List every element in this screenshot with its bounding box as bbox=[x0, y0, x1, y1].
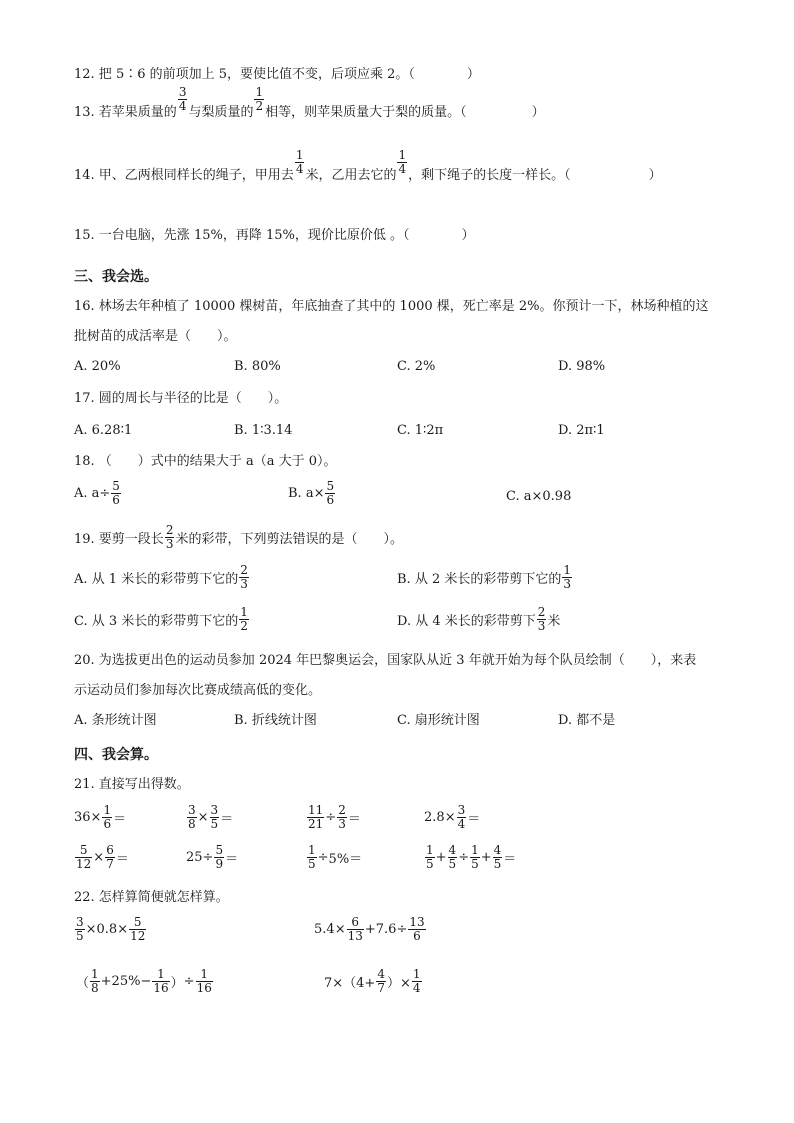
fraction: $\frac{6}{7}$ bbox=[106, 843, 114, 871]
times-sign: × bbox=[93, 850, 105, 865]
times-sign: × bbox=[444, 810, 456, 825]
fraction: $\frac{6}{13}$ bbox=[347, 915, 363, 943]
q16-option-a: A. 20% bbox=[74, 359, 121, 374]
minus-sign: − bbox=[140, 974, 152, 989]
q18-option-c: C. a×0.98 bbox=[506, 489, 572, 504]
fraction: $\frac{1}{4}$ bbox=[398, 148, 407, 176]
q16-option-b: B. 80% bbox=[234, 359, 281, 374]
calc-item bbox=[74, 844, 129, 871]
fraction: $\frac{1}{2}$ bbox=[255, 85, 264, 113]
section-4-heading: 四、我会算。 bbox=[74, 747, 158, 763]
calc-item bbox=[424, 844, 516, 871]
equals-sign: ＝ bbox=[220, 812, 234, 827]
fraction: $\frac{11}{21}$ bbox=[308, 803, 324, 831]
divide-sign: ÷ bbox=[325, 810, 337, 825]
q19-b-label: B. 从 2 米长的彩带剪下它的 bbox=[397, 572, 562, 587]
calc-item bbox=[74, 804, 126, 831]
calc-item bbox=[306, 844, 362, 871]
calc-operator: +7.6÷ bbox=[364, 922, 408, 937]
fraction: $\frac{5}{6}$ bbox=[112, 479, 120, 507]
calc-item bbox=[306, 804, 361, 831]
calc-item bbox=[76, 968, 214, 995]
calc-operator: 7×（4+ bbox=[324, 976, 376, 991]
question-20-line1: 20. 为选拔更出色的运动员参加 2024 年巴黎奥运会，国家队从近 3 年就开始为每个队员绘制（ ），来表 bbox=[74, 653, 697, 668]
calc-number: 5%＝ bbox=[328, 852, 363, 867]
fraction: $\frac{1}{5}$ bbox=[426, 843, 434, 871]
fraction: $\frac{5}{12}$ bbox=[130, 915, 146, 943]
fraction: $\frac{5}{12}$ bbox=[76, 843, 92, 871]
q17-option-d: D. 2π∶1 bbox=[558, 423, 605, 438]
fraction: $\frac{1}{16}$ bbox=[196, 967, 212, 995]
q17-option-c: C. 1∶2π bbox=[397, 423, 444, 438]
equals-sign: ＝ bbox=[113, 812, 127, 827]
divide-sign: ÷ bbox=[202, 850, 214, 865]
fraction: $\frac{2}{3}$ bbox=[240, 563, 248, 591]
question-21: 21. 直接写出得数。 bbox=[74, 777, 190, 792]
fraction: $\frac{4}{5}$ bbox=[448, 843, 457, 871]
question-12: 12. 把 5∶6 的前项加上 5，要使比值不变，后项应乘 2。（ ） bbox=[74, 67, 480, 82]
divide-sign: ÷ bbox=[317, 850, 329, 865]
q13-text-c: 相等，则苹果质量大于梨的质量。（ ） bbox=[265, 105, 545, 120]
divide-sign: ÷ bbox=[183, 974, 195, 989]
fraction: $\frac{1}{8}$ bbox=[91, 967, 99, 995]
fraction: $\frac{3}{5}$ bbox=[210, 803, 219, 831]
q19-c-label: C. 从 3 米长的彩带剪下它的 bbox=[74, 614, 239, 629]
question-19 bbox=[74, 524, 403, 551]
times-sign: × bbox=[90, 810, 102, 825]
equals-sign: ＝ bbox=[225, 852, 239, 867]
fraction: $\frac{3}{4}$ bbox=[178, 85, 187, 113]
fraction: $\frac{1}{16}$ bbox=[153, 967, 169, 995]
calc-item bbox=[314, 916, 427, 943]
calc-operator: ）× bbox=[386, 976, 411, 991]
fraction: $\frac{2}{3}$ bbox=[338, 803, 346, 831]
q18-option-b bbox=[288, 480, 336, 507]
plus-sign: + bbox=[435, 850, 447, 865]
fraction: $\frac{2}{3}$ bbox=[537, 605, 546, 633]
fraction: $\frac{1}{4}$ bbox=[295, 148, 304, 176]
fraction: $\frac{1}{5}$ bbox=[308, 843, 316, 871]
q18-option-a bbox=[74, 480, 122, 507]
times-sign: × bbox=[197, 810, 209, 825]
q19-option-a bbox=[74, 564, 250, 591]
fraction: $\frac{1}{2}$ bbox=[240, 605, 248, 633]
section-3-heading: 三、我会选。 bbox=[74, 269, 158, 285]
fraction: $\frac{4}{5}$ bbox=[493, 843, 502, 871]
question-15: 15. 一台电脑，先涨 15%，再降 15%，现价比原价低 。（ ） bbox=[74, 228, 475, 243]
fraction: $\frac{3}{4}$ bbox=[457, 803, 466, 831]
q19-d-suffix: 米 bbox=[547, 614, 561, 629]
q20-option-d: D. 都不是 bbox=[558, 713, 616, 728]
calc-number: 36 bbox=[74, 810, 91, 825]
fraction: $\frac{2}{3}$ bbox=[165, 523, 174, 551]
paren: （ bbox=[76, 976, 90, 991]
fraction: $\frac{1}{5}$ bbox=[471, 843, 479, 871]
q20-option-a: A. 条形统计图 bbox=[74, 713, 157, 728]
times-sign: × bbox=[334, 922, 346, 937]
q19-text-b: 米的彩带，下列剪法错误的是（ ）。 bbox=[175, 532, 403, 547]
question-20-line2: 示运动员们参加每次比赛成绩高低的变化。 bbox=[74, 683, 322, 698]
question-16-line2: 批树苗的成活率是（ ）。 bbox=[74, 329, 237, 344]
equals-sign: ＝ bbox=[347, 812, 361, 827]
calc-item bbox=[74, 916, 147, 943]
question-17: 17. 圆的周长与半径的比是（ ）。 bbox=[74, 391, 288, 406]
paren: ） bbox=[170, 976, 184, 991]
q17-option-b: B. 1∶3.14 bbox=[234, 423, 293, 438]
question-13 bbox=[74, 85, 545, 120]
q19-option-b bbox=[397, 564, 573, 591]
fraction: $\frac{5}{9}$ bbox=[215, 843, 224, 871]
equals-sign: ＝ bbox=[467, 812, 481, 827]
q16-option-c: C. 2% bbox=[397, 359, 436, 374]
q18-a-label: A. a÷ bbox=[74, 486, 111, 501]
equals-sign: ＝ bbox=[503, 852, 517, 867]
q14-text-c: ，剩下绳子的长度一样长。（ ） bbox=[408, 168, 662, 183]
fraction: $\frac{1}{3}$ bbox=[563, 563, 571, 591]
q19-d-label: D. 从 4 米长的彩带剪下 bbox=[397, 614, 536, 629]
q18-b-label: B. a× bbox=[288, 486, 325, 501]
q14-text-b: 米，乙用去它的 bbox=[305, 168, 397, 183]
calc-item bbox=[186, 844, 238, 871]
plus-sign: + bbox=[480, 850, 492, 865]
q13-text-a: 13. 若苹果质量的 bbox=[74, 105, 177, 120]
q20-option-b: B. 折线统计图 bbox=[234, 713, 317, 728]
q14-text-a: 14. 甲、乙两根同样长的绳子，甲用去 bbox=[74, 168, 294, 183]
q13-text-b: 与梨质量的 bbox=[188, 105, 254, 120]
calc-operator: +25% bbox=[100, 974, 141, 989]
fraction: $\frac{4}{7}$ bbox=[377, 967, 385, 995]
q19-text-a: 19. 要剪一段长 bbox=[74, 532, 164, 547]
calc-item bbox=[324, 968, 423, 995]
fraction: $\frac{1}{6}$ bbox=[103, 803, 112, 831]
question-16-line1: 16. 林场去年种植了 10000 棵树苗，年底抽查了其中的 1000 棵，死亡率是 2%。你预计一下，林场种植的这 bbox=[74, 299, 709, 314]
fraction: $\frac{3}{5}$ bbox=[76, 915, 84, 943]
q17-option-a: A. 6.28∶1 bbox=[74, 423, 133, 438]
divide-sign: ÷ bbox=[458, 850, 470, 865]
fraction: $\frac{5}{6}$ bbox=[326, 479, 335, 507]
q19-a-label: A. 从 1 米长的彩带剪下它的 bbox=[74, 572, 239, 587]
q19-option-c bbox=[74, 606, 250, 633]
fraction: $\frac{13}{6}$ bbox=[409, 915, 425, 943]
calc-number: 5.4 bbox=[314, 922, 335, 937]
q16-option-d: D. 98% bbox=[558, 359, 606, 374]
calc-number: 25 bbox=[186, 850, 203, 865]
calc-number: 2.8 bbox=[424, 810, 445, 825]
q20-option-c: C. 扇形统计图 bbox=[397, 713, 480, 728]
calc-item bbox=[424, 804, 480, 831]
fraction: $\frac{1}{4}$ bbox=[412, 967, 421, 995]
q19-option-d bbox=[397, 606, 560, 633]
question-22: 22. 怎样算简便就怎样算。 bbox=[74, 890, 229, 905]
question-14 bbox=[74, 148, 662, 183]
equals-sign: ＝ bbox=[115, 852, 129, 867]
calc-operator: ×0.8× bbox=[85, 922, 129, 937]
fraction: $\frac{3}{8}$ bbox=[188, 803, 196, 831]
question-18: 18. （ ）式中的结果大于 a（a 大于 0）。 bbox=[74, 454, 337, 469]
calc-item bbox=[186, 804, 233, 831]
